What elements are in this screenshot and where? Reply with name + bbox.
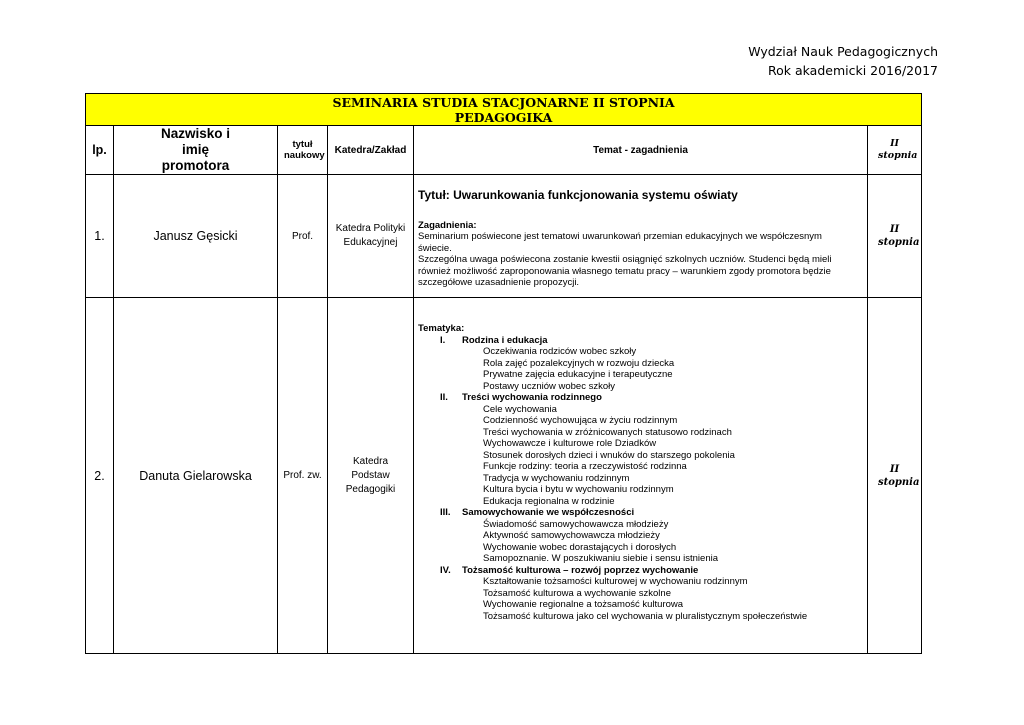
table-row — [86, 298, 922, 654]
theme-item: Stosunek dorosłych dzieci i wnuków do starszego pokolenia — [483, 449, 735, 461]
theme-item: Tradycja w wychowaniu rodzinnym — [483, 472, 630, 484]
row-topic — [414, 175, 868, 298]
table-title-line1: SEMINARIA STUDIA STACJONARNE II STOPNIA — [332, 94, 675, 110]
theme-item: Aktywność samowychowawcza młodzieży — [483, 530, 660, 541]
theme-section-number: I. — [440, 334, 446, 346]
theme-section-name: Rodzina i edukacja — [462, 334, 548, 346]
academic-year: Rok akademicki 2016/2017 — [768, 63, 938, 78]
theme-section-number: II. — [440, 392, 448, 403]
theme-item: Wychowanie regionalne a tożsamość kulturowa — [483, 599, 684, 610]
row-level — [868, 298, 922, 654]
row-promoter-name: Janusz Gęsicki — [114, 175, 278, 298]
theme-item: Funkcje rodziny: teoria a rzeczywistość rodzinna — [483, 461, 687, 472]
theme-section-number: III. — [440, 507, 451, 518]
col-header-dept: Katedra/Zakład — [328, 126, 414, 175]
theme-section-heading — [418, 507, 863, 519]
theme-item: Kultura bycia i bytu w wychowaniu rodzinnym — [483, 484, 674, 495]
theme-item: Wychowawcze i kulturowe role Dziadków — [483, 438, 657, 449]
row-academic-title: Prof. zw. — [278, 298, 328, 654]
theme-item: Samopoznanie. W poszukiwaniu siebie i sensu istnienia — [483, 553, 718, 564]
col-header-title — [278, 126, 328, 175]
theme-section-name: Treści wychowania rodzinnego — [462, 392, 602, 403]
theme-section-heading — [418, 335, 863, 347]
theme-item: Cele wychowania — [483, 403, 557, 415]
theme-item: Tożsamość kulturowa jako cel wychowania w pluralistycznym społeczeństwie — [483, 610, 808, 622]
theme-item: Oczekiwania rodziców wobec szkoły — [483, 346, 637, 357]
table-title — [86, 94, 922, 126]
table-title-line2: PEDAGOGIKA — [454, 109, 553, 125]
row-department — [328, 298, 414, 654]
issues-text-2: Szczególna uwaga poświecona zostanie kwestii osiągnięć szkolnych uczniów. Studenci będą mieli również możliwość zaproponowania własnego tematu pracy – warunkiem zgody promotora będzie szczegółowe uzasadnienie propozycji. — [418, 254, 832, 288]
topic-title: Tytuł: Uwarunkowania funkcjonowania systemu oświaty — [418, 188, 738, 202]
table-header-row — [86, 126, 922, 175]
row-lp: 1. — [86, 175, 114, 298]
themes-label: Tematyka: — [418, 323, 465, 334]
theme-item: Tożsamość kulturowa a wychowanie szkolne — [483, 587, 671, 599]
theme-section-number: IV. — [440, 564, 451, 576]
theme-section-name: Tożsamość kulturowa – rozwój poprzez wychowanie — [462, 564, 699, 576]
row-promoter-name: Danuta Gielarowska — [114, 298, 278, 654]
theme-item: Rola zajęć pozalekcyjnych w rozwoju dziecka — [483, 357, 675, 369]
col-header-name — [114, 126, 278, 175]
theme-section-name: Samowychowanie we współczesności — [462, 507, 635, 518]
theme-item: Kształtowanie tożsamości kulturowej w wychowaniu rodzinnym — [483, 576, 748, 587]
table-title-row — [86, 94, 922, 126]
row-level-text: II stopnia — [878, 224, 920, 248]
theme-item: Prywatne zajęcia edukacyjne i terapeutyczne — [483, 369, 673, 380]
col-header-name-text: Nazwisko i imię promotora — [160, 126, 231, 173]
col-header-lp: lp. — [86, 126, 114, 175]
faculty-name: Wydział Nauk Pedagogicznych — [748, 44, 938, 59]
theme-item: Postawy uczniów wobec szkoły — [483, 380, 615, 392]
row-level-text: II stopnia — [878, 463, 920, 488]
themes-list — [418, 335, 863, 623]
row-academic-title: Prof. — [278, 175, 328, 298]
theme-item: Treści wychowania w zróżnicowanych statusowo rodzinach — [483, 426, 732, 438]
col-header-level — [868, 126, 922, 175]
row-level — [868, 175, 922, 298]
row-department-text: Katedra Polityki Edukacyjnej — [335, 223, 406, 248]
row-lp: 2. — [86, 298, 114, 654]
col-header-title-text: tytuł naukowy — [284, 139, 325, 161]
theme-section-heading — [418, 392, 863, 404]
row-department — [328, 175, 414, 298]
col-header-topic: Temat - zagadnienia — [414, 126, 868, 175]
seminar-table — [85, 93, 922, 654]
theme-item: Wychowanie wobec dorastających i dorosłych — [483, 541, 677, 553]
theme-item: Codzienność wychowująca w życiu rodzinnym — [483, 415, 678, 426]
issues-text-1: Seminarium poświecone jest tematowi uwarunkowań przemian edukacyjnych we współczesnym świecie. — [418, 231, 822, 254]
row-department-text: Katedra Podstaw Pedagogiki — [345, 455, 396, 495]
issues-label: Zagadnienia: — [418, 219, 477, 231]
theme-item: Świadomość samowychowawcza młodzieży — [483, 518, 669, 530]
row-topic — [414, 298, 868, 654]
table-row — [86, 175, 922, 298]
col-header-level-text: II stopnia — [878, 138, 918, 161]
theme-section-heading — [418, 565, 863, 577]
theme-item: Edukacja regionalna w rodzinie — [483, 495, 615, 507]
